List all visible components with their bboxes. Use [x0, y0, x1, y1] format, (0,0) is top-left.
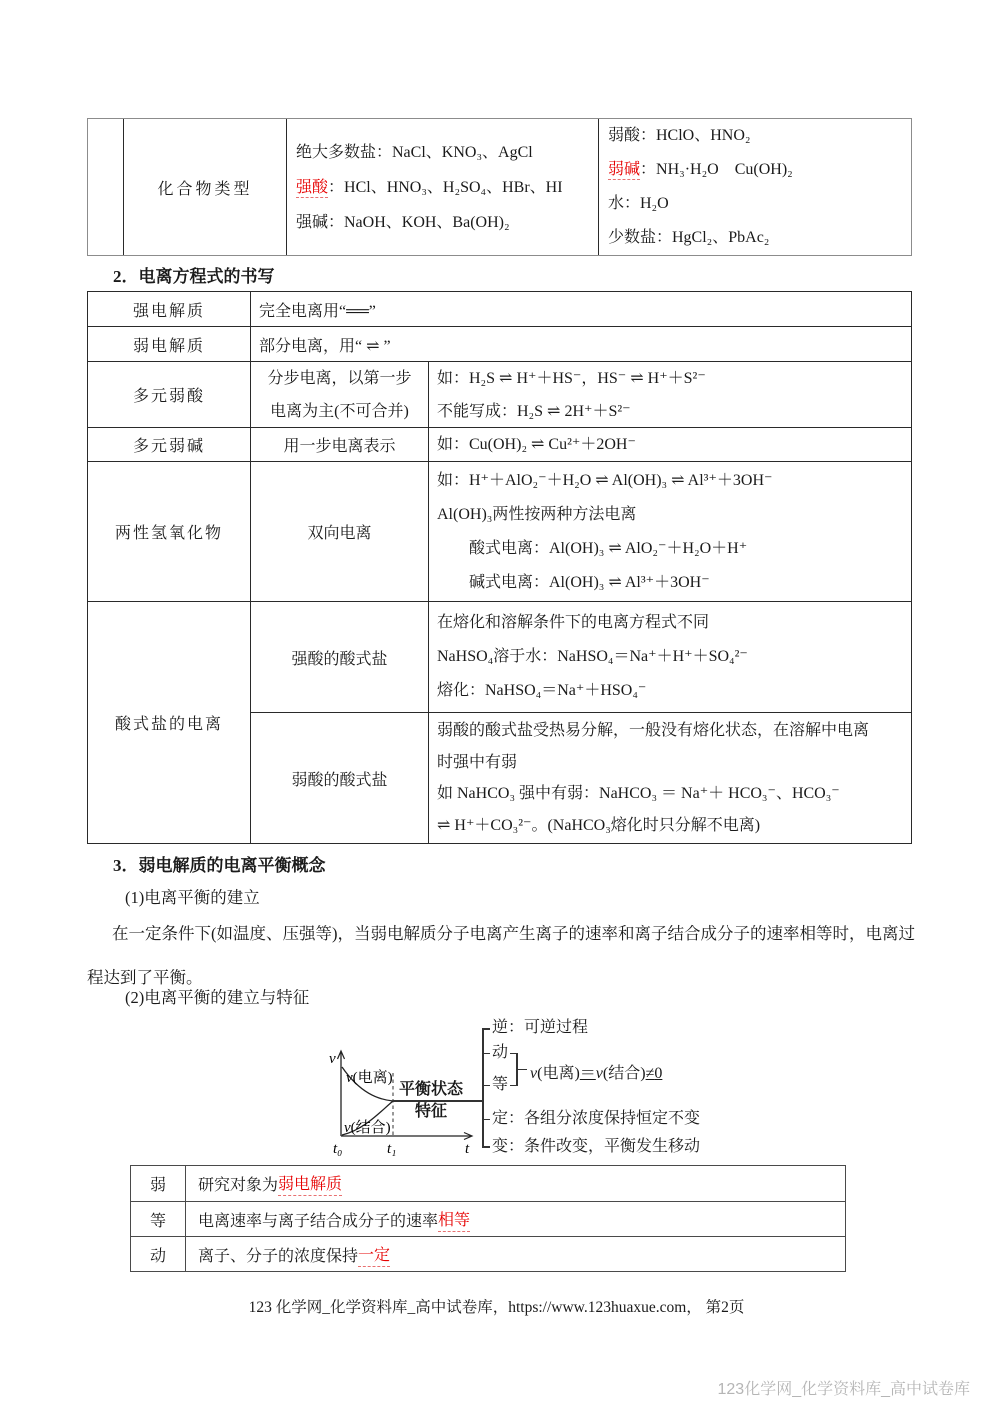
subsection-2-heading: (2)电离平衡的建立与特征 [125, 988, 310, 1007]
bracket-spine [482, 1028, 484, 1147]
recombination-curve-label: v(结合) [344, 1120, 391, 1136]
table1-strong-base-line: 强碱：NaOH、KOH、Ba(OH)₂ [296, 213, 510, 231]
equation-line: 碱式电离：Al(OH)₃ ⇌ Al³⁺＋3OH⁻ [437, 573, 710, 591]
row-value: 离子、分子的浓度保持 一定 [186, 1237, 390, 1271]
row-label-strong-electrolyte: 强电解质 [88, 292, 251, 326]
y-axis-label: v [329, 1051, 336, 1067]
row-desc-strong-acid-salt: 强酸的酸式盐 [251, 602, 429, 712]
watermark: 123化学网_化学资料库_高中试卷库 [717, 1381, 970, 1398]
row-content [429, 362, 911, 427]
table-row [88, 292, 911, 326]
table1-water-line: 水：H₂O [608, 195, 669, 212]
highlight-constant: 一定 [358, 1242, 390, 1267]
acid-salt-subrows [251, 602, 911, 843]
subsection-1-heading: (1)电离平衡的建立 [125, 888, 260, 907]
table1-weak-base-line [608, 153, 911, 187]
sub-bracket-connector [517, 1069, 527, 1071]
table1-salts-line: 绝大多数盐：NaCl、KNO₃、AgCl [296, 143, 533, 161]
row-content: 部分电离，用“ ⇌ ” [259, 337, 391, 355]
row-label-polyprotic-weak-acid: 多元弱酸 [88, 362, 251, 427]
table-row [88, 326, 911, 361]
equation-line: 弱酸的酸式盐受热易分解，一般没有熔化状态，在溶解中电离 [437, 722, 870, 739]
equation-line: NaHSO₄溶于水：NaHSO₄＝Na⁺＋H⁺＋SO₄²⁻ [437, 648, 748, 665]
table-row [131, 1166, 845, 1201]
equation-line: 如：H₂S ⇌ H⁺＋HS⁻，HS⁻ ⇌ H⁺＋S²⁻ [437, 369, 706, 387]
equation-line: Al(OH)₃两性按两种方法电离 [437, 505, 637, 523]
row-content [429, 713, 911, 843]
table-row [131, 1201, 845, 1236]
feature-dynamic: 动 [492, 1044, 509, 1061]
compound-type-table [87, 118, 912, 256]
feature-shift: 变：条件改变，平衡发生移动 [492, 1138, 701, 1155]
table1-weak-examples-cell [598, 119, 911, 255]
row-key-dynamic: 动 [131, 1237, 186, 1271]
row-content [429, 462, 911, 601]
row-desc [251, 362, 429, 427]
equation-line: 时强中有弱 [437, 753, 518, 771]
equation-line: 熔化：NaHSO₄＝Na⁺＋HSO₄⁻ [437, 682, 647, 699]
bracket-tick [482, 1119, 490, 1121]
desc-line: 分步电离，以第一步 [267, 369, 412, 387]
table1-strong-examples-cell [286, 119, 598, 255]
t1-tick-label: t₁ [387, 1141, 397, 1157]
equilibrium-features-table [130, 1165, 846, 1272]
row-key-equal: 等 [131, 1202, 186, 1236]
table1-few-salts-line: 少数盐：HgCl₂、PbAc₂ [608, 229, 770, 246]
bracket-tick [482, 1028, 490, 1030]
section3-title: 3．弱电解质的电离平衡概念 [113, 856, 326, 875]
table-row [88, 361, 911, 427]
row-key-weak: 弱 [131, 1166, 186, 1201]
table1-weak-acid-line: 弱酸：HClO、HNO₂ [608, 127, 751, 144]
highlight-weak-electrolyte: 弱电解质 [278, 1171, 342, 1196]
feature-reversible: 逆：可逆过程 [492, 1019, 589, 1036]
equilibrium-state-label-line2: 特征 [414, 1103, 447, 1120]
row-label-acid-salt-ionization: 酸式盐的电离 [88, 602, 251, 843]
table-rowgroup-acid-salt [88, 601, 911, 843]
table-row [251, 712, 911, 843]
row-value: 研究对象为 弱电解质 [186, 1166, 342, 1201]
table1-row-label: 化合物类型 [123, 119, 286, 255]
feature-equal: 等 [492, 1076, 509, 1093]
row-content [429, 428, 911, 461]
strong-acid-highlight: 强酸 [296, 178, 329, 196]
highlight-equal: 相等 [438, 1207, 470, 1232]
bracket-tick [482, 1085, 490, 1087]
equilibrium-state-label-line1: 平衡状态 [398, 1081, 463, 1098]
table-row [88, 461, 911, 601]
rate-equality-equation: v(电离)＝v(结合)≠0 [530, 1065, 663, 1082]
t0-tick-label: t₀ [333, 1141, 343, 1157]
bracket-tick [482, 1053, 490, 1055]
feature-constant: 定：各组分浓度保持恒定不变 [492, 1110, 701, 1127]
table1-strong-acid-line [296, 170, 598, 205]
ionization-equilibrium-diagram [320, 1006, 800, 1161]
ionization-equation-table [87, 291, 912, 844]
ionization-curve-label: v(电离) [346, 1070, 393, 1086]
equation-line: ⇌ H⁺＋CO₃²⁻。(NaHCO₃熔化时只分解不电离) [437, 816, 761, 834]
table-row [251, 602, 911, 712]
row-label-amphoteric-hydroxide: 两性氢氧化物 [88, 462, 251, 601]
equilibrium-connector-line [393, 1100, 482, 1102]
x-axis-label: t [465, 1141, 470, 1157]
table-row [88, 427, 911, 461]
equation-line: 在熔化和溶解条件下的电离方程式不同 [437, 614, 710, 631]
weak-base-highlight: 弱碱 [608, 161, 641, 178]
weak-base-list: ：NH₃·H₂O Cu(OH)₂ [640, 161, 793, 178]
strong-acid-list: ：HCl、HNO₃、H₂SO₄、HBr、HI [328, 178, 563, 196]
bracket-tick [482, 1146, 490, 1148]
page-footer: 123 化学网_化学资料库_高中试卷库，https://www.123huaxue.com， 第2页 [248, 1299, 745, 1316]
equation-line: 酸式电离：Al(OH)₃ ⇌ AlO₂⁻＋H₂O＋H⁺ [437, 539, 748, 557]
row-label-weak-electrolyte: 弱电解质 [88, 327, 251, 361]
table1-empty-col [88, 119, 123, 255]
equation-line: 不能写成：H₂S ⇌ 2H⁺＋S²⁻ [437, 402, 631, 420]
row-desc: 用一步电离表示 [251, 428, 429, 461]
row-desc: 双向电离 [251, 462, 429, 601]
equilibrium-paragraph: 在一定条件下(如温度、压强等)，当弱电解质分子电离产生离子的速率和离子结合成分子的速率相等时，电离过程达到了平衡。 [87, 924, 915, 987]
row-content [429, 602, 911, 712]
table-row [131, 1236, 845, 1271]
row-value: 电离速率与离子结合成分子的速率 相等 [186, 1202, 470, 1236]
row-content: 完全电离用“══” [259, 302, 376, 320]
row-label-polybasic-weak-base: 多元弱碱 [88, 428, 251, 461]
equation-line: 如：Cu(OH)₂ ⇌ Cu²⁺＋2OH⁻ [437, 436, 636, 453]
equation-line: 如：H⁺＋AlO₂⁻＋H₂O ⇌ Al(OH)₃ ⇌ Al³⁺＋3OH⁻ [437, 471, 773, 489]
equation-line: 如 NaHCO₃ 强中有弱：NaHCO₃ ＝ Na⁺＋ HCO₃⁻、HCO₃⁻ [437, 785, 840, 802]
section2-title: 2．电离方程式的书写 [113, 267, 275, 286]
row-desc-weak-acid-salt: 弱酸的酸式盐 [251, 713, 429, 843]
desc-line: 电离为主(不可合并) [270, 402, 409, 420]
